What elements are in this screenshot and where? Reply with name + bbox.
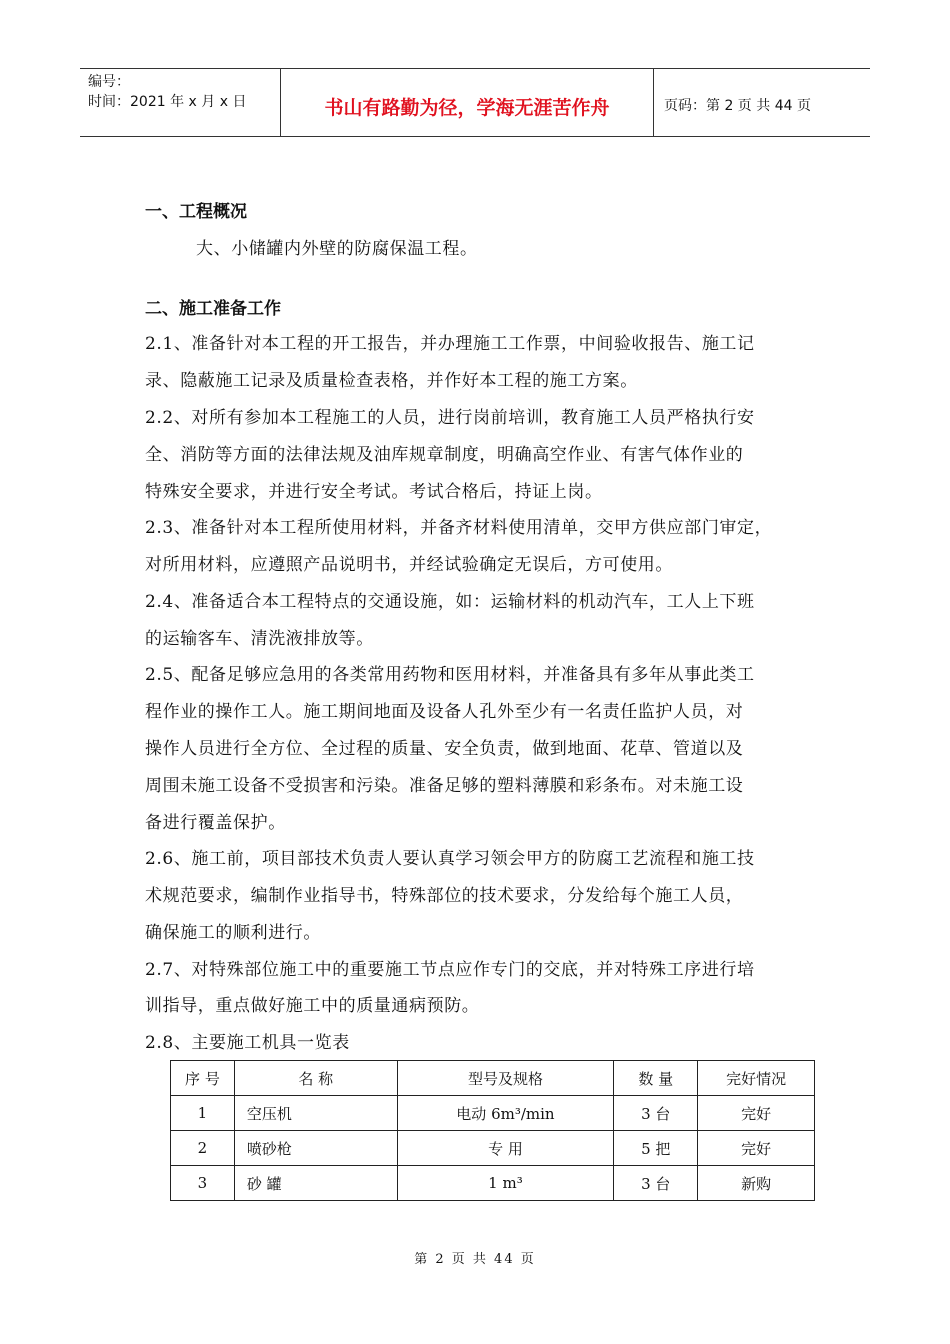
paragraph-line: 备进行覆盖保护。: [145, 813, 286, 833]
paragraph-line: 的运输客车、清洗液排放等。: [145, 629, 374, 649]
paragraph-line: 训指导，重点做好施工中的质量通病预防。: [145, 996, 480, 1016]
cell-name: 喷砂枪: [234, 1131, 397, 1166]
paragraph-line: 全、消防等方面的法律法规及油库规章制度，明确高空作业、有害气体作业的: [145, 445, 744, 465]
time-label: 时间：2021 年 x 月 x 日: [88, 94, 247, 110]
paragraph-line: 2.6、施工前，项目部技术负责人要认真学习领会甲方的防腐工艺流程和施工技: [145, 849, 755, 869]
col-header-index: 序 号: [171, 1061, 235, 1096]
header-meta: [80, 69, 280, 136]
section2-heading: 二、施工准备工作: [145, 299, 281, 319]
cell-qty: 3 台: [614, 1096, 698, 1131]
col-header-qty: 数 量: [614, 1061, 698, 1096]
cell-condition: 完好: [698, 1131, 815, 1166]
cell-index: 2: [171, 1131, 235, 1166]
paragraph-line: 对所用材料，应遵照产品说明书，并经试验确定无误后，方可使用。: [145, 555, 673, 575]
paragraph-line: 确保施工的顺利进行。: [145, 923, 321, 943]
table-row: [171, 1096, 815, 1131]
section1-text: 大、小储罐内外壁的防腐保温工程。: [196, 239, 478, 259]
cell-condition: 新购: [698, 1166, 815, 1201]
equipment-table: [170, 1060, 815, 1201]
page-label: 页码：第 2 页 共 44 页: [664, 98, 811, 114]
paragraph-line: 2.1、准备针对本工程的开工报告，并办理施工工作票，中间验收报告、施工记: [145, 334, 755, 354]
cell-spec: 1 m³: [397, 1166, 614, 1201]
paragraph-line: 2.2、对所有参加本工程施工的人员，进行岗前培训，教育施工人员严格执行安: [145, 408, 755, 428]
paragraph-line: 2.7、对特殊部位施工中的重要施工节点应作专门的交底，并对特殊工序进行培: [145, 960, 755, 980]
table-caption: 2.8、主要施工机具一览表: [145, 1033, 350, 1053]
cell-index: 3: [171, 1166, 235, 1201]
paragraph-line: 录、隐蔽施工记录及质量检查表格，并作好本工程的施工方案。: [145, 371, 638, 391]
cell-spec: 专 用: [397, 1131, 614, 1166]
paragraph-line: 操作人员进行全方位、全过程的质量、安全负责，做到地面、花草、管道以及: [145, 739, 744, 759]
paragraph-line: 2.4、准备适合本工程特点的交通设施，如：运输材料的机动汽车，工人上下班: [145, 592, 755, 612]
header-motto-cell: [280, 69, 654, 136]
cell-qty: 5 把: [614, 1131, 698, 1166]
paragraph-line: 周围未施工设备不受损害和污染。准备足够的塑料薄膜和彩条布。对未施工设: [145, 776, 744, 796]
motto: 书山有路勤为径，学海无涯苦作舟: [324, 97, 610, 119]
paragraph-line: 术规范要求，编制作业指导书，特殊部位的技术要求，分发给每个施工人员，: [145, 886, 744, 906]
cell-index: 1: [171, 1096, 235, 1131]
cell-qty: 3 台: [614, 1166, 698, 1201]
table-header-row: [171, 1061, 815, 1096]
paragraph-line: 特殊安全要求，并进行安全考试。考试合格后，持证上岗。: [145, 482, 603, 502]
cell-name: 砂 罐: [234, 1166, 397, 1201]
number-label: 编号：: [88, 74, 130, 90]
header-page-cell: [654, 69, 870, 136]
paragraph-line: 程作业的操作工人。施工期间地面及设备人孔外至少有一名责任监护人员，对: [145, 702, 744, 722]
col-header-spec: 型号及规格: [397, 1061, 614, 1096]
cell-spec: 电动 6m³/min: [397, 1096, 614, 1131]
col-header-condition: 完好情况: [698, 1061, 815, 1096]
table-row: [171, 1131, 815, 1166]
col-header-name: 名 称: [234, 1061, 397, 1096]
paragraph-line: 2.5、配备足够应急用的各类常用药物和医用材料，并准备具有多年从事此类工: [145, 665, 755, 685]
table-row: [171, 1166, 815, 1201]
page-footer: 第 2 页 共 44 页: [414, 1252, 536, 1267]
cell-name: 空压机: [234, 1096, 397, 1131]
page-header: [80, 68, 870, 137]
cell-condition: 完好: [698, 1096, 815, 1131]
paragraph-line: 2.3、准备针对本工程所使用材料，并备齐材料使用清单，交甲方供应部门审定，: [145, 518, 773, 538]
section1-heading: 一、工程概况: [145, 202, 247, 222]
